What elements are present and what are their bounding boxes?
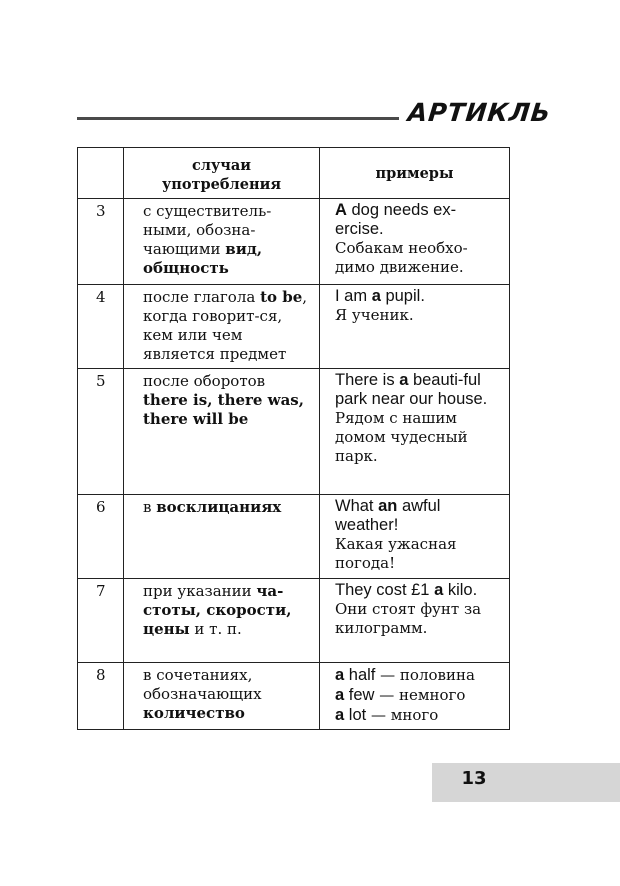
bold-text: вид, общность (143, 240, 263, 277)
text-run: после оборотов (143, 372, 266, 390)
examples-cell (320, 285, 510, 369)
english-example (335, 201, 503, 239)
russian-translation (335, 239, 503, 277)
usage-cell (124, 369, 320, 495)
text-run: kilo. (443, 581, 478, 599)
text-run: — много (366, 706, 439, 724)
table-row (78, 285, 510, 369)
bold-text: a (434, 581, 444, 599)
example-line (335, 685, 503, 705)
bold-text: A (335, 201, 347, 219)
row-number: 3 (78, 199, 124, 285)
bold-text: a (335, 666, 345, 684)
examples-cell (320, 495, 510, 579)
row-number: 8 (78, 663, 124, 730)
row-number: 6 (78, 495, 124, 579)
page-number: 13 (461, 768, 487, 789)
text-run: What (335, 497, 379, 515)
table-row (78, 199, 510, 285)
table-row (78, 495, 510, 579)
example-line (335, 705, 503, 725)
text-run: dog needs ex-ercise. (335, 201, 457, 238)
bold-text: a (399, 371, 409, 389)
bold-text: a (371, 287, 381, 305)
articles-table (77, 147, 510, 730)
text-run: beauti-ful park near our house. (335, 371, 488, 408)
usage-cell (124, 663, 320, 730)
text-run: They cost £1 (335, 581, 435, 599)
usage-cell (124, 199, 320, 285)
text-run: Собакам необхо-димо движение. (335, 239, 468, 276)
usage-cell (124, 579, 320, 663)
bold-text: a (335, 686, 345, 704)
russian-translation (335, 600, 503, 638)
row-number: 5 (78, 369, 124, 495)
example-line (335, 665, 503, 685)
header-cell-number (78, 148, 124, 199)
text-run: и т. п. (189, 620, 242, 638)
header-cell-examples: примеры (320, 148, 510, 199)
text-run: few (344, 686, 375, 704)
text-run: pupil. (380, 287, 425, 305)
text-run: Какая ужасная погода! (335, 535, 457, 572)
english-example (335, 371, 503, 409)
text-run: при указании (143, 582, 257, 600)
bold-text: there is, there was, there will be (143, 391, 304, 428)
text-run: с существитель-ными, обозна-чающими (143, 202, 272, 258)
english-example (335, 497, 503, 535)
text-run: lot (344, 706, 367, 724)
text-run: Я ученик. (335, 306, 414, 324)
header-rule (77, 117, 399, 120)
text-run: в (143, 498, 157, 516)
text-run: , когда говорит-ся, кем или чем является предмет (143, 288, 308, 363)
english-example (335, 287, 503, 306)
text-run: Они стоят фунт за килограмм. (335, 600, 482, 637)
bold-text: to be (260, 288, 303, 306)
text-run: — половина (375, 666, 475, 684)
row-number: 7 (78, 579, 124, 663)
bold-text: an (378, 497, 398, 515)
text-run: awful weather! (335, 497, 441, 534)
text-run: There is (335, 371, 400, 389)
table-row (78, 369, 510, 495)
text-run: I am (335, 287, 372, 305)
bold-text: ча-стоты, скорости, цены (143, 582, 292, 638)
bold-text: количество (143, 704, 245, 722)
text-run: после глагола (143, 288, 261, 306)
table-row (78, 663, 510, 730)
text-run: Рядом с нашим домом чудесный парк. (335, 409, 468, 465)
examples-cell (320, 579, 510, 663)
bold-text: a (335, 706, 345, 724)
russian-translation (335, 535, 503, 573)
russian-translation (335, 306, 503, 325)
text-run: в сочетаниях, обозначающих (143, 666, 262, 703)
section-title: АРТИКЛЬ (406, 98, 553, 127)
usage-cell (124, 495, 320, 579)
bold-text: восклицаниях (156, 498, 282, 516)
header-cell-usage: случаи употребления (124, 148, 320, 199)
row-number: 4 (78, 285, 124, 369)
usage-cell (124, 285, 320, 369)
english-example (335, 581, 503, 600)
table-body (78, 199, 510, 730)
russian-translation (335, 409, 503, 466)
text-run: — немного (374, 686, 466, 704)
text-run: half (344, 666, 376, 684)
examples-cell (320, 663, 510, 730)
table-row (78, 579, 510, 663)
examples-cell (320, 369, 510, 495)
examples-cell (320, 199, 510, 285)
